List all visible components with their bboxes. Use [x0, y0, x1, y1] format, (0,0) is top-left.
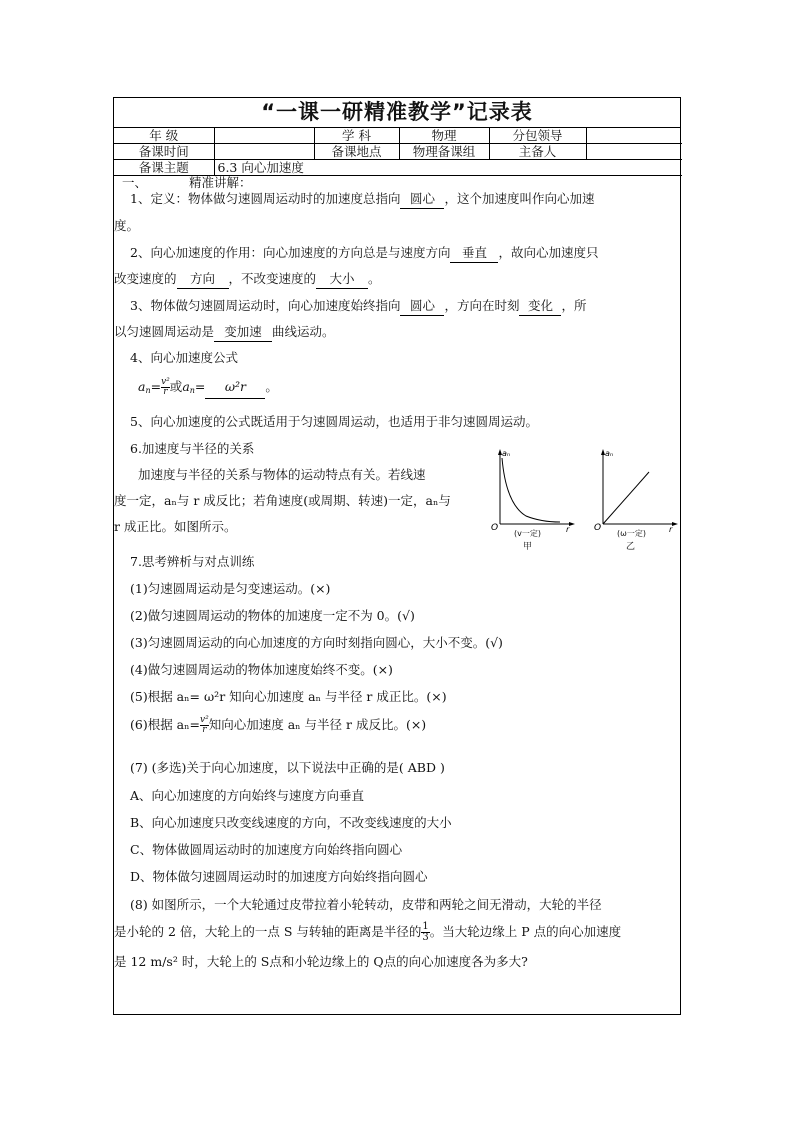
- blank: 变化: [519, 297, 561, 316]
- question-8-line-1: (8) 如图所示，一个大轮通过皮带拉着小轮转动，皮带和两轮之间无滑动，大轮的半径: [130, 897, 602, 912]
- meta-cell: 学 科: [314, 128, 399, 144]
- meta-cell: 备课时间: [114, 144, 214, 160]
- meta-cell: 备课主题: [114, 160, 214, 176]
- question-2: (2)做匀速圆周运动的物体的加速度一定不为 0。(√): [130, 608, 415, 623]
- item-7: 7.思考辨析与对点训练: [130, 554, 255, 569]
- item-1-line-2: 度。: [114, 218, 140, 233]
- blank: 圆心: [400, 190, 444, 209]
- graph-origin: O: [491, 523, 499, 533]
- item-2-line-2: [114, 270, 672, 289]
- item-6: 6.加速度与半径的关系: [130, 441, 255, 456]
- text: ，不改变速度的: [228, 271, 317, 286]
- item-6-line-2: 度一定，aₙ与 r 成反比；若角速度(或周期、转速)一定，aₙ与: [114, 493, 451, 508]
- formula-line: $a_n=$ $\frac{\text{v²}}{r}$ 或$a_n= \omega^2r$ 。: [138, 377, 278, 397]
- section-heading: [122, 176, 674, 190]
- fraction-one-third: $\frac{1}{3}$: [422, 921, 429, 943]
- option-d: D、物体做匀速圆周运动时的加速度方向始终指向圆心: [130, 869, 428, 884]
- text: ，故向心加速度只: [498, 245, 599, 260]
- section-title: 精准讲解：: [189, 175, 252, 190]
- graph-name: 乙: [626, 542, 636, 552]
- question-8-line-3: 是 12 m/s² 时，大轮上的 S点和小轮边缘上的 Q点的向心加速度各为多大?: [114, 954, 528, 969]
- text: 1、定义：物体做匀速圆周运动时的加速度总指向: [130, 191, 401, 206]
- graph-caption: (v一定): [514, 529, 541, 538]
- question-6: [130, 713, 672, 737]
- question-3: (3)匀速圆周运动的向心加速度的方向时刻指向圆心，大小不变。(√): [130, 635, 503, 650]
- option-a: A、向心加速度的方向始终与速度方向垂直: [130, 788, 365, 803]
- text: ，方向在时刻: [444, 298, 520, 313]
- text: 是小轮的 2 倍，大轮上的一点 S 与转轴的距离是半径的: [114, 924, 422, 939]
- formula-fraction: $\frac{\text{v²}}{r}$: [200, 715, 209, 735]
- text: 知向心加速度 aₙ 与半径 r 成反比。(×): [208, 717, 427, 732]
- meta-row: [114, 128, 682, 144]
- text: 或: [169, 379, 183, 394]
- text: 改变速度的: [114, 271, 177, 286]
- text: 曲线运动。: [272, 324, 335, 339]
- meta-row: [114, 144, 682, 160]
- item-6-line-1: 加速度与半径的关系与物体的运动特点有关。若线速: [138, 467, 426, 482]
- meta-cell: [586, 144, 682, 160]
- meta-table: [114, 128, 682, 176]
- lesson-topic: 6.3 向心加速度: [214, 160, 682, 176]
- blank: 圆心: [400, 297, 444, 316]
- text: 。当大轮边缘上 P 点的向心加速度: [429, 924, 622, 939]
- text: ，这个加速度叫作向心加速: [444, 191, 595, 206]
- question-4: (4)做匀速圆周运动的物体加速度始终不变。(×): [130, 662, 393, 677]
- item-3-line-1: [130, 297, 672, 316]
- text: 3、物体做匀速圆周运动时，向心加速度始终指向: [130, 298, 401, 313]
- meta-cell: [214, 128, 314, 144]
- item-1-line-1: [130, 190, 672, 209]
- record-sheet: [113, 97, 681, 1015]
- meta-cell: 分包领导: [489, 128, 586, 144]
- question-1: (1)匀速圆周运动是匀变速运动。(×): [130, 581, 331, 596]
- graph-name: 甲: [523, 542, 533, 552]
- item-2-line-1: [130, 244, 672, 263]
- item-5: 5、向心加速度的公式既适用于匀速圆周运动，也适用于非匀速圆周运动。: [130, 414, 538, 429]
- formula-fraction: $\frac{\text{v²}}{r}$: [161, 377, 170, 397]
- meta-cell: 物理: [399, 128, 489, 144]
- item-4: 4、向心加速度公式: [130, 350, 238, 365]
- content-body: [114, 175, 680, 969]
- blank: ω²r: [205, 376, 265, 399]
- meta-cell: [214, 144, 314, 160]
- text: 以匀速圆周运动是: [114, 324, 215, 339]
- graph-caption: (ω一定): [617, 529, 646, 538]
- text: 2、向心加速度的作用：向心加速度的方向总是与速度方向: [130, 245, 451, 260]
- blank: 垂直: [450, 244, 498, 263]
- item-6-line-3: r 成正比。如图所示。: [114, 519, 237, 534]
- formula-an: $a_n$: [182, 379, 195, 395]
- meta-row: [114, 160, 682, 176]
- graph-origin: O: [594, 523, 602, 533]
- meta-cell: 备课地点: [314, 144, 399, 160]
- text: 。: [265, 379, 278, 394]
- question-8-line-2: [114, 919, 672, 945]
- meta-cell: [586, 128, 682, 144]
- option-c: C、物体做圆周运动时的加速度方向始终指向圆心: [130, 842, 403, 857]
- meta-cell: 物理备课组: [399, 144, 489, 160]
- text: 。: [368, 271, 381, 286]
- graph-y-label: aₙ: [605, 449, 614, 458]
- section-number: 一、: [122, 175, 148, 190]
- page-title: “一课一研精准教学”记录表: [114, 98, 680, 128]
- meta-cell: 主备人: [489, 144, 586, 160]
- meta-cell: 年 级: [114, 128, 214, 144]
- graph-linear: [589, 444, 679, 534]
- blank: 变加速: [214, 323, 272, 342]
- question-7: (7) (多选)关于向心加速度，以下说法中正确的是( ABD ): [130, 760, 445, 775]
- graph-x-label: r: [566, 525, 570, 534]
- item-3-line-2: [114, 323, 672, 342]
- graph-inverse: [486, 444, 576, 534]
- graph-y-label: aₙ: [502, 449, 511, 458]
- formula-an: $a_n$: [138, 379, 151, 395]
- option-b: B、向心加速度只改变线速度的方向，不改变线速度的大小: [130, 815, 452, 830]
- blank: 大小: [316, 270, 368, 289]
- question-5: (5)根据 aₙ= ω²r 知向心加速度 aₙ 与半径 r 成正比。(×): [130, 689, 447, 704]
- text: (6)根据 aₙ=: [130, 717, 201, 732]
- text: ，所: [561, 298, 587, 313]
- graph-x-label: r: [669, 525, 673, 534]
- blank: 方向: [177, 270, 229, 289]
